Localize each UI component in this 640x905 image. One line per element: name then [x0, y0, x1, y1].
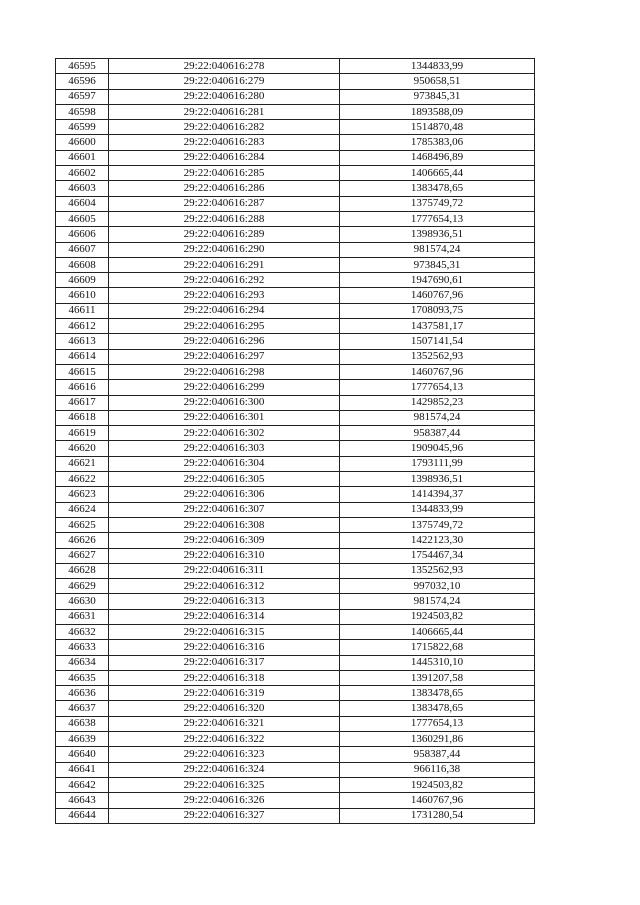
row-number-cell: 46634 [56, 655, 109, 670]
value-cell: 1947690,61 [340, 273, 535, 288]
row-number-cell: 46607 [56, 242, 109, 257]
row-number-cell: 46633 [56, 640, 109, 655]
cadastral-number-cell: 29:22:040616:313 [109, 594, 340, 609]
cadastral-number-cell: 29:22:040616:314 [109, 609, 340, 624]
value-cell: 1909045,96 [340, 441, 535, 456]
table-row [56, 563, 535, 578]
table-row [56, 364, 535, 379]
row-number-cell: 46632 [56, 624, 109, 639]
cadastral-number-cell: 29:22:040616:306 [109, 487, 340, 502]
value-cell: 1777654,13 [340, 380, 535, 395]
table-row [56, 59, 535, 74]
row-number-cell: 46642 [56, 777, 109, 792]
row-number-cell: 46624 [56, 502, 109, 517]
table-row [56, 808, 535, 823]
value-cell: 1715822,68 [340, 640, 535, 655]
cadastral-number-cell: 29:22:040616:288 [109, 211, 340, 226]
value-cell: 1406665,44 [340, 624, 535, 639]
row-number-cell: 46608 [56, 257, 109, 272]
row-number-cell: 46613 [56, 334, 109, 349]
cadastral-number-cell: 29:22:040616:280 [109, 89, 340, 104]
row-number-cell: 46603 [56, 181, 109, 196]
cadastral-number-cell: 29:22:040616:326 [109, 793, 340, 808]
value-cell: 1785383,06 [340, 135, 535, 150]
row-number-cell: 46637 [56, 701, 109, 716]
cadastral-number-cell: 29:22:040616:286 [109, 181, 340, 196]
row-number-cell: 46615 [56, 364, 109, 379]
table-row [56, 456, 535, 471]
value-cell: 1777654,13 [340, 211, 535, 226]
row-number-cell: 46631 [56, 609, 109, 624]
table-row [56, 655, 535, 670]
table-row [56, 150, 535, 165]
cadastral-number-cell: 29:22:040616:312 [109, 579, 340, 594]
row-number-cell: 46617 [56, 395, 109, 410]
value-cell: 1352562,93 [340, 563, 535, 578]
row-number-cell: 46611 [56, 303, 109, 318]
row-number-cell: 46597 [56, 89, 109, 104]
table-row [56, 777, 535, 792]
value-cell: 958387,44 [340, 747, 535, 762]
table-row [56, 196, 535, 211]
value-cell: 1754467,34 [340, 548, 535, 563]
value-cell: 1924503,82 [340, 609, 535, 624]
cadastral-number-cell: 29:22:040616:290 [109, 242, 340, 257]
cadastral-number-cell: 29:22:040616:297 [109, 349, 340, 364]
cadastral-number-cell: 29:22:040616:301 [109, 410, 340, 425]
row-number-cell: 46596 [56, 74, 109, 89]
table-row [56, 334, 535, 349]
row-number-cell: 46602 [56, 166, 109, 181]
table-body [56, 59, 535, 824]
value-cell: 958387,44 [340, 426, 535, 441]
cadastral-number-cell: 29:22:040616:321 [109, 716, 340, 731]
cadastral-number-cell: 29:22:040616:310 [109, 548, 340, 563]
cadastral-number-cell: 29:22:040616:281 [109, 104, 340, 119]
row-number-cell: 46612 [56, 319, 109, 334]
table-row [56, 166, 535, 181]
document-page [55, 58, 534, 824]
value-cell: 1383478,65 [340, 686, 535, 701]
cadastral-number-cell: 29:22:040616:308 [109, 517, 340, 532]
value-cell: 1375749,72 [340, 517, 535, 532]
row-number-cell: 46643 [56, 793, 109, 808]
value-cell: 1924503,82 [340, 777, 535, 792]
row-number-cell: 46630 [56, 594, 109, 609]
value-cell: 966116,38 [340, 762, 535, 777]
cadastral-number-cell: 29:22:040616:318 [109, 670, 340, 685]
value-cell: 1344833,99 [340, 502, 535, 517]
row-number-cell: 46619 [56, 426, 109, 441]
row-number-cell: 46600 [56, 135, 109, 150]
table-row [56, 594, 535, 609]
row-number-cell: 46626 [56, 533, 109, 548]
table-row [56, 319, 535, 334]
value-cell: 1398936,51 [340, 227, 535, 242]
cadastral-number-cell: 29:22:040616:278 [109, 59, 340, 74]
cadastral-number-cell: 29:22:040616:296 [109, 334, 340, 349]
row-number-cell: 46627 [56, 548, 109, 563]
row-number-cell: 46625 [56, 517, 109, 532]
table-row [56, 426, 535, 441]
value-cell: 997032,10 [340, 579, 535, 594]
value-cell: 950658,51 [340, 74, 535, 89]
value-cell: 1445310,10 [340, 655, 535, 670]
table-row [56, 257, 535, 272]
row-number-cell: 46629 [56, 579, 109, 594]
table-row [56, 670, 535, 685]
row-number-cell: 46601 [56, 150, 109, 165]
value-cell: 1507141,54 [340, 334, 535, 349]
cadastral-number-cell: 29:22:040616:307 [109, 502, 340, 517]
table-row [56, 701, 535, 716]
cadastral-number-cell: 29:22:040616:282 [109, 120, 340, 135]
value-cell: 1352562,93 [340, 349, 535, 364]
value-cell: 973845,31 [340, 257, 535, 272]
cadastral-number-cell: 29:22:040616:315 [109, 624, 340, 639]
table-row [56, 548, 535, 563]
table-row [56, 732, 535, 747]
value-cell: 1360291,86 [340, 732, 535, 747]
value-cell: 981574,24 [340, 410, 535, 425]
cadastral-number-cell: 29:22:040616:298 [109, 364, 340, 379]
row-number-cell: 46598 [56, 104, 109, 119]
row-number-cell: 46609 [56, 273, 109, 288]
table-row [56, 135, 535, 150]
table-row [56, 441, 535, 456]
value-cell: 1514870,48 [340, 120, 535, 135]
table-row [56, 472, 535, 487]
value-cell: 1406665,44 [340, 166, 535, 181]
cadastral-number-cell: 29:22:040616:285 [109, 166, 340, 181]
cadastral-number-cell: 29:22:040616:284 [109, 150, 340, 165]
table-row [56, 303, 535, 318]
cadastral-number-cell: 29:22:040616:291 [109, 257, 340, 272]
table-row [56, 211, 535, 226]
table-row [56, 793, 535, 808]
row-number-cell: 46610 [56, 288, 109, 303]
value-cell: 981574,24 [340, 594, 535, 609]
cadastral-number-cell: 29:22:040616:319 [109, 686, 340, 701]
value-cell: 1793111,99 [340, 456, 535, 471]
cadastral-number-cell: 29:22:040616:283 [109, 135, 340, 150]
table-row [56, 273, 535, 288]
cadastral-number-cell: 29:22:040616:324 [109, 762, 340, 777]
cadastral-number-cell: 29:22:040616:325 [109, 777, 340, 792]
cadastral-number-cell: 29:22:040616:304 [109, 456, 340, 471]
cadastral-number-cell: 29:22:040616:299 [109, 380, 340, 395]
cadastral-number-cell: 29:22:040616:279 [109, 74, 340, 89]
cadastral-number-cell: 29:22:040616:305 [109, 472, 340, 487]
table-row [56, 487, 535, 502]
table-row [56, 395, 535, 410]
table-row [56, 533, 535, 548]
table-row [56, 716, 535, 731]
value-cell: 1893588,09 [340, 104, 535, 119]
value-cell: 1414394,37 [340, 487, 535, 502]
cadastral-number-cell: 29:22:040616:287 [109, 196, 340, 211]
table-row [56, 502, 535, 517]
row-number-cell: 46618 [56, 410, 109, 425]
row-number-cell: 46638 [56, 716, 109, 731]
value-cell: 1731280,54 [340, 808, 535, 823]
cadastral-number-cell: 29:22:040616:311 [109, 563, 340, 578]
cadastral-number-cell: 29:22:040616:293 [109, 288, 340, 303]
table-row [56, 89, 535, 104]
value-cell: 981574,24 [340, 242, 535, 257]
cadastral-number-cell: 29:22:040616:294 [109, 303, 340, 318]
cadastral-number-cell: 29:22:040616:295 [109, 319, 340, 334]
cadastral-number-cell: 29:22:040616:327 [109, 808, 340, 823]
row-number-cell: 46641 [56, 762, 109, 777]
cadastral-number-cell: 29:22:040616:289 [109, 227, 340, 242]
row-number-cell: 46620 [56, 441, 109, 456]
table-row [56, 624, 535, 639]
value-cell: 1391207,58 [340, 670, 535, 685]
table-row [56, 74, 535, 89]
row-number-cell: 46621 [56, 456, 109, 471]
value-cell: 1383478,65 [340, 181, 535, 196]
value-cell: 1422123,30 [340, 533, 535, 548]
value-cell: 1460767,96 [340, 793, 535, 808]
row-number-cell: 46595 [56, 59, 109, 74]
row-number-cell: 46614 [56, 349, 109, 364]
value-cell: 1398936,51 [340, 472, 535, 487]
row-number-cell: 46605 [56, 211, 109, 226]
cadastral-number-cell: 29:22:040616:317 [109, 655, 340, 670]
cadastral-number-cell: 29:22:040616:322 [109, 732, 340, 747]
value-cell: 1383478,65 [340, 701, 535, 716]
cadastral-number-cell: 29:22:040616:309 [109, 533, 340, 548]
row-number-cell: 46644 [56, 808, 109, 823]
table-row [56, 640, 535, 655]
value-cell: 1437581,17 [340, 319, 535, 334]
value-cell: 1460767,96 [340, 364, 535, 379]
value-cell: 973845,31 [340, 89, 535, 104]
row-number-cell: 46616 [56, 380, 109, 395]
table-row [56, 410, 535, 425]
value-cell: 1429852,23 [340, 395, 535, 410]
table-row [56, 104, 535, 119]
table-row [56, 349, 535, 364]
row-number-cell: 46640 [56, 747, 109, 762]
table-row [56, 120, 535, 135]
table-row [56, 242, 535, 257]
cadastral-number-cell: 29:22:040616:303 [109, 441, 340, 456]
row-number-cell: 46635 [56, 670, 109, 685]
cadastral-number-cell: 29:22:040616:302 [109, 426, 340, 441]
table-row [56, 181, 535, 196]
cadastral-number-cell: 29:22:040616:316 [109, 640, 340, 655]
row-number-cell: 46628 [56, 563, 109, 578]
value-cell: 1708093,75 [340, 303, 535, 318]
table-row [56, 380, 535, 395]
row-number-cell: 46639 [56, 732, 109, 747]
cadastral-number-cell: 29:22:040616:292 [109, 273, 340, 288]
table-row [56, 288, 535, 303]
row-number-cell: 46599 [56, 120, 109, 135]
cadastral-number-cell: 29:22:040616:320 [109, 701, 340, 716]
value-cell: 1344833,99 [340, 59, 535, 74]
table-row [56, 227, 535, 242]
row-number-cell: 46636 [56, 686, 109, 701]
table-row [56, 762, 535, 777]
row-number-cell: 46604 [56, 196, 109, 211]
cadastral-number-cell: 29:22:040616:300 [109, 395, 340, 410]
cadastral-number-cell: 29:22:040616:323 [109, 747, 340, 762]
table-row [56, 579, 535, 594]
row-number-cell: 46606 [56, 227, 109, 242]
row-number-cell: 46623 [56, 487, 109, 502]
row-number-cell: 46622 [56, 472, 109, 487]
cadastral-value-table [55, 58, 535, 824]
table-row [56, 609, 535, 624]
value-cell: 1777654,13 [340, 716, 535, 731]
table-row [56, 686, 535, 701]
table-row [56, 747, 535, 762]
value-cell: 1460767,96 [340, 288, 535, 303]
value-cell: 1468496,89 [340, 150, 535, 165]
value-cell: 1375749,72 [340, 196, 535, 211]
table-row [56, 517, 535, 532]
